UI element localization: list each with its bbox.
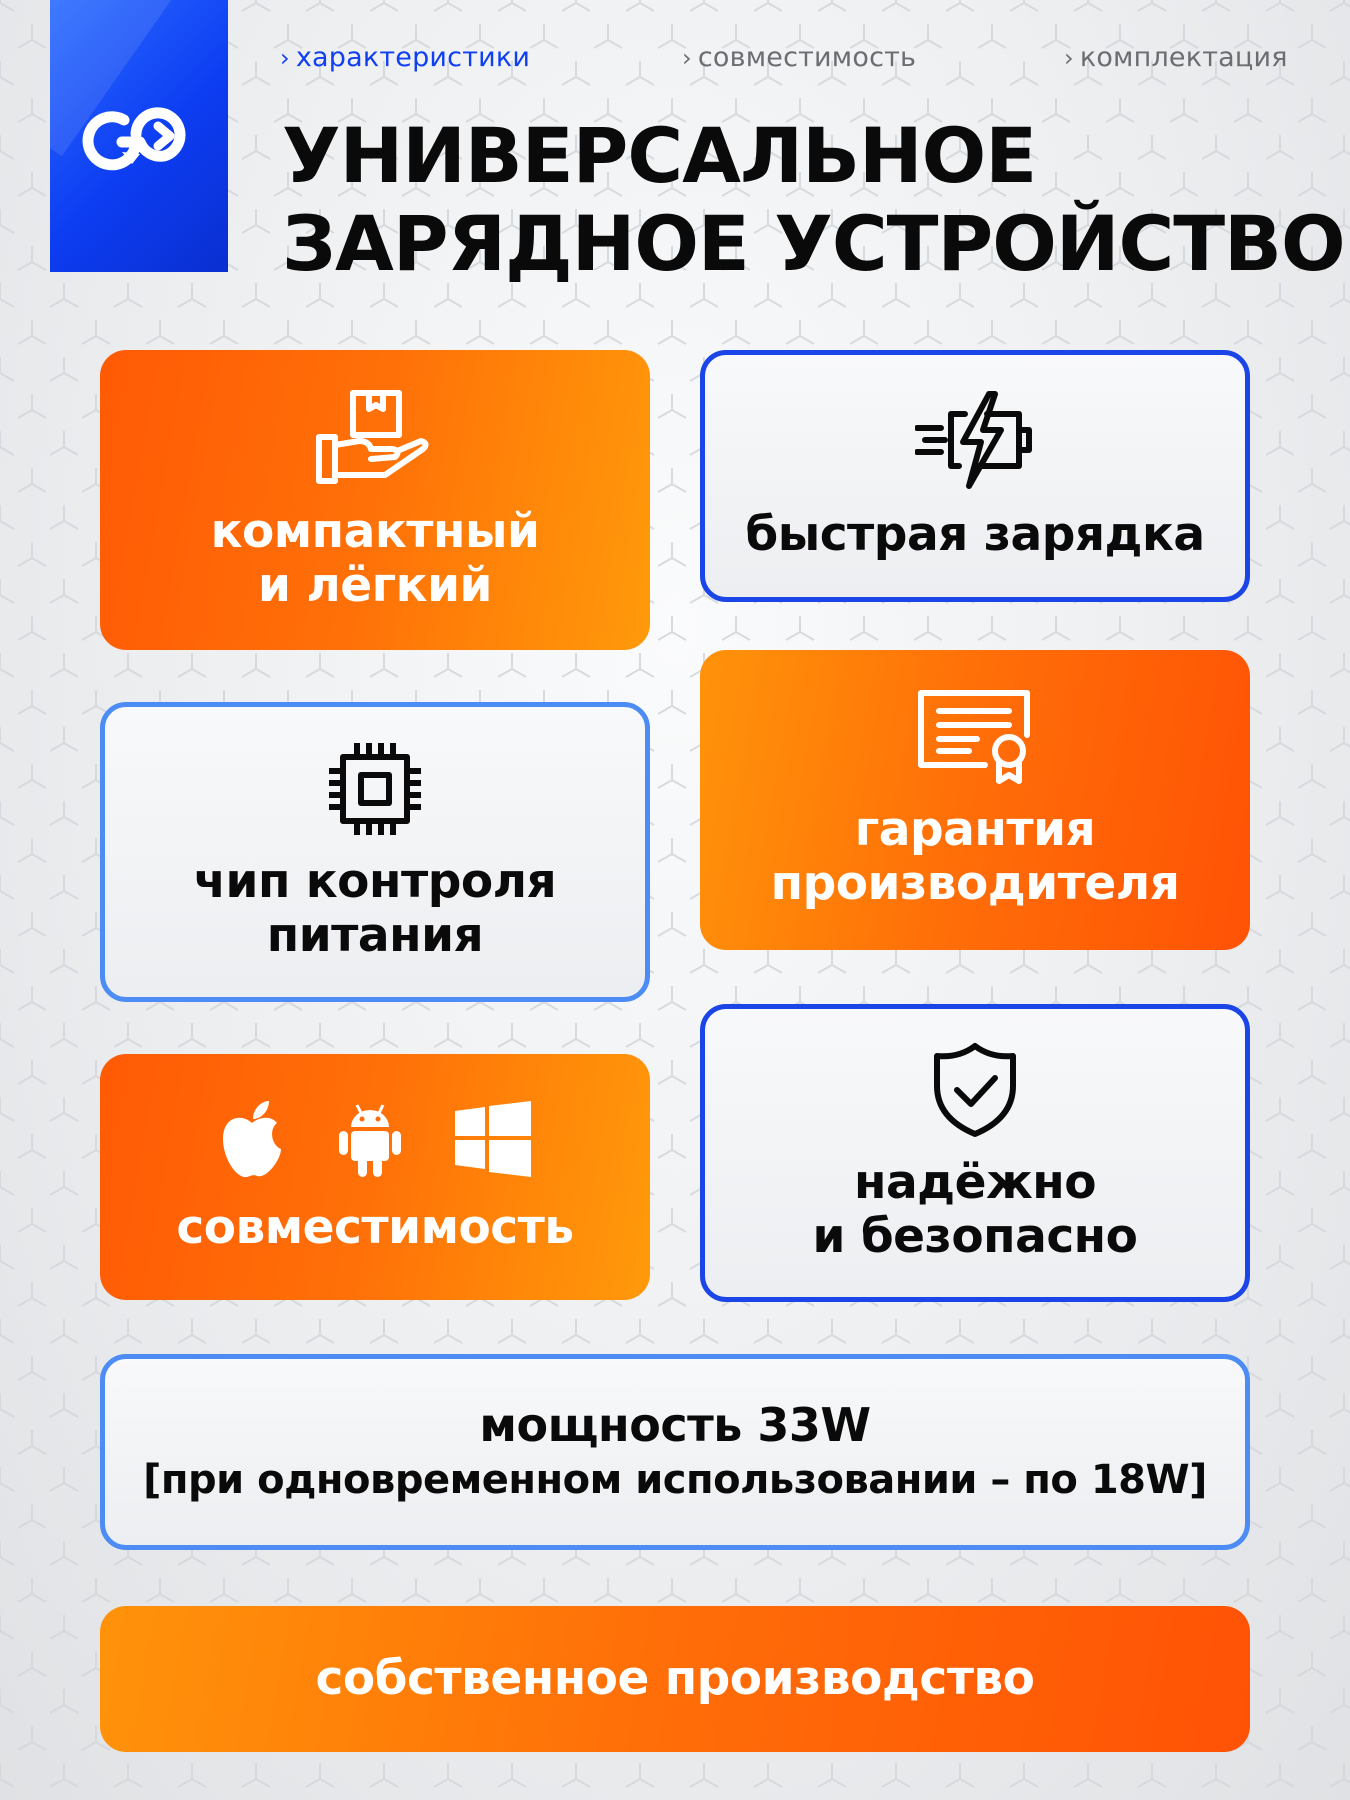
nav-label: комплектация (1079, 42, 1288, 73)
card-text-line-1: надёжно (853, 1155, 1097, 1210)
card-text-line-1: совместимость (176, 1200, 574, 1255)
brand-logo (50, 0, 228, 272)
card-text-line-1: компактный (210, 504, 540, 559)
fast-charge-battery-icon (915, 390, 1035, 490)
nav-label: совместимость (697, 42, 917, 73)
chevron-right-icon: › (682, 43, 692, 72)
feature-card-safe (700, 1004, 1250, 1302)
feature-card-compatibility (100, 1054, 650, 1300)
hand-box-icon (315, 387, 435, 487)
title-line-1: УНИВЕРСАЛЬНОЕ (282, 111, 1037, 200)
nav-tab-compatibility[interactable] (682, 42, 916, 73)
nav-tab-characteristics[interactable] (280, 42, 530, 73)
shield-check-icon (933, 1042, 1017, 1138)
chevron-right-icon: › (280, 43, 290, 72)
windows-icon (455, 1101, 531, 1177)
card-text-line-2: и лёгкий (258, 558, 492, 613)
production-banner (100, 1606, 1250, 1752)
nav-label: характеристики (295, 42, 531, 73)
android-icon (337, 1099, 403, 1179)
feature-card-warranty (700, 650, 1250, 950)
card-text-line-2: производителя (770, 856, 1180, 911)
card-text-line-2: и безопасно (812, 1209, 1138, 1264)
page-title (282, 111, 1345, 288)
chip-icon (327, 741, 423, 837)
card-text-line-1: чип контроля (193, 854, 557, 909)
feature-card-compact (100, 350, 650, 650)
power-line-2: [при одновременном использовании – по 18W] (143, 1457, 1207, 1503)
go-logo-icon (78, 90, 202, 186)
power-line-1: мощность 33W (479, 1398, 871, 1452)
apple-icon (219, 1099, 285, 1179)
power-banner (100, 1354, 1250, 1550)
feature-card-chip (100, 702, 650, 1002)
card-text-line-1: быстрая зарядка (745, 507, 1205, 562)
nav-tab-equipment[interactable] (1064, 42, 1288, 73)
chevron-right-icon: › (1064, 43, 1074, 72)
feature-card-fast-charge (700, 350, 1250, 602)
title-line-2: ЗАРЯДНОЕ УСТРОЙСТВО (282, 199, 1345, 288)
card-text-line-2: питания (266, 908, 484, 963)
card-text-line-1: гарантия (854, 802, 1096, 857)
os-icons-row (219, 1099, 531, 1179)
production-label: собственное производство (315, 1651, 1035, 1706)
certificate-icon (915, 689, 1035, 785)
